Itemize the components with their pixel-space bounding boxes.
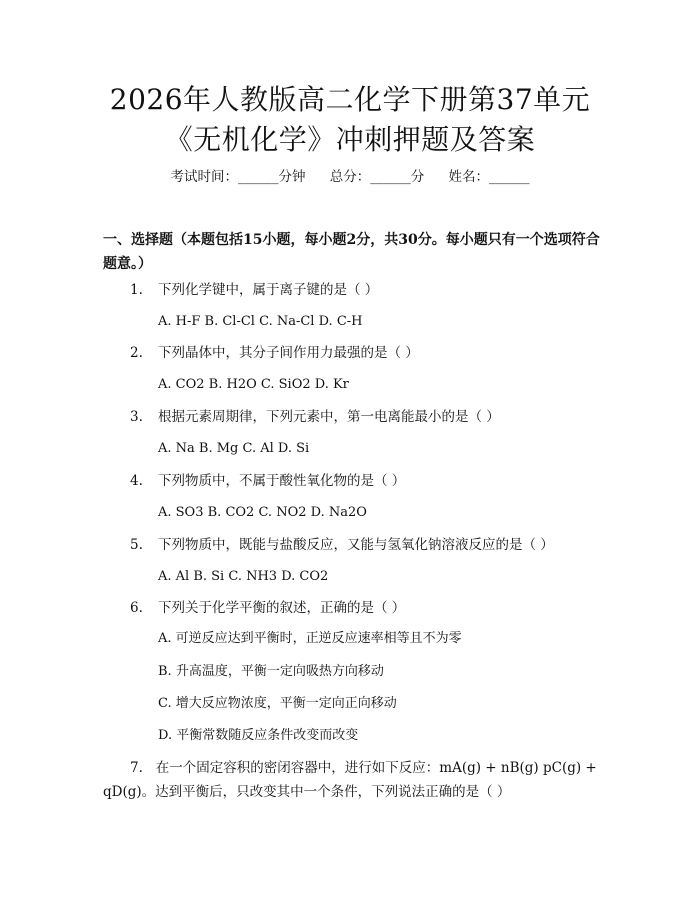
question-6-option-a: A. 可逆反应达到平衡时，正逆反应速率相等且不为零 [158,631,462,646]
question-number: 3. [130,409,143,425]
question-4-options: A. SO3 B. CO2 C. NO2 D. Na2O [158,505,367,520]
question-number: 4. [130,473,143,489]
question-5 [130,534,554,556]
total-score-field: 总分：______分 [329,169,425,185]
question-7 [103,756,598,804]
section-heading-choice: 一、选择题（本题包括15小题，每小题2分，共30分。每小题只有一个选项符合题意。） [103,232,600,272]
question-text: 下列物质中，既能与盐酸反应，又能与氢氧化钠溶液反应的是（ ） [158,537,554,553]
question-1 [130,279,378,301]
question-3-options: A. Na B. Mg C. Al D. Si [158,441,310,456]
question-text: 下列晶体中，其分子间作用力最强的是（ ） [158,345,419,361]
question-number: 2. [130,345,143,361]
question-text: 下列关于化学平衡的叙述，正确的是（ ） [158,600,406,616]
question-1-options: A. H-F B. Cl-Cl C. Na-Cl D. C-H [158,314,363,329]
question-number: 7. [130,760,143,776]
exam-time-field: 考试时间：______分钟 [170,169,306,185]
question-6-option-c: C. 增大反应物浓度，平衡一定向正向移动 [158,696,397,711]
exam-meta [0,166,700,188]
question-number: 6. [130,600,143,616]
question-6 [130,597,405,619]
question-6-option-b: B. 升高温度，平衡一定向吸热方向移动 [158,664,384,679]
question-4 [130,470,405,492]
name-field: 姓名：______ [448,169,530,185]
question-text: 在一个固定容积的密闭容器中，进行如下反应：mA(g) + nB(g) pC(g) + qD(g)。达到平衡后，只改变其中一个条件，下列说法正确的是（ ） [103,760,597,800]
page-title: 2026年人教版高二化学下册第37单元《无机化学》冲刺押题及答案 [109,83,591,156]
question-6-option-d: D. 平衡常数随反应条件改变而改变 [158,728,359,743]
question-number: 1. [130,282,143,298]
question-2 [130,342,419,364]
question-2-options: A. CO2 B. H2O C. SiO2 D. Kr [158,377,349,392]
question-text: 下列化学键中，属于离子键的是（ ） [158,282,379,298]
question-text: 根据元素周期律，下列元素中，第一电离能最小的是（ ） [158,409,500,425]
question-number: 5. [130,537,143,553]
question-3 [130,406,500,428]
question-5-options: A. Al B. Si C. NH3 D. CO2 [158,569,329,584]
question-text: 下列物质中，不属于酸性氧化物的是（ ） [158,473,406,489]
